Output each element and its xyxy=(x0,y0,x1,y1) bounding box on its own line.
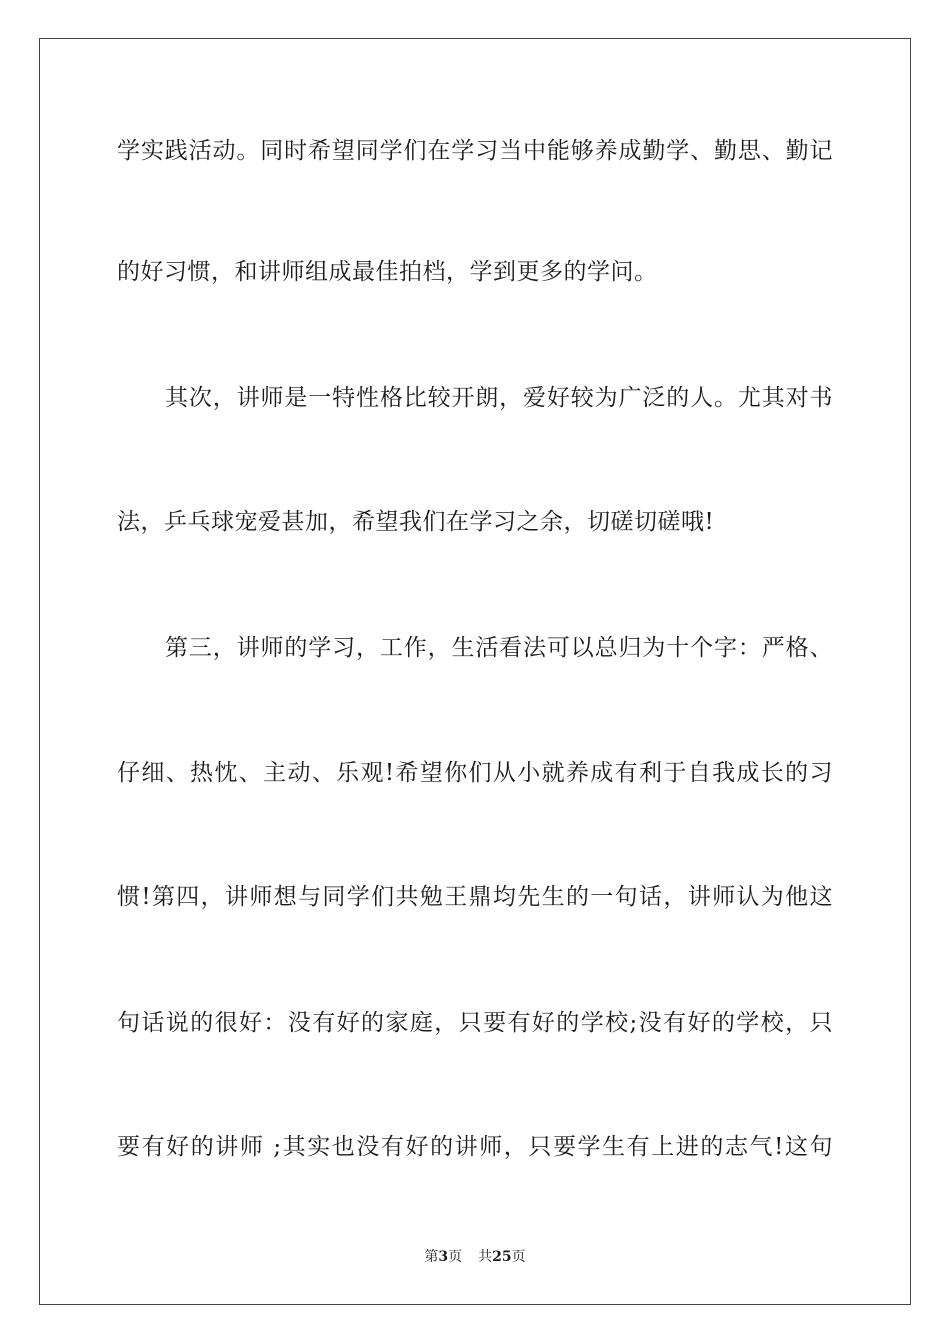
footer-page-prefix: 第 xyxy=(424,1249,439,1265)
text-line-2: 的好习惯，和讲师组成最佳拍档，学到更多的学问。 xyxy=(117,259,658,285)
footer-total-prefix: 共 xyxy=(478,1249,493,1265)
text-line-5: 第三，讲师的学习，工作，生活看法可以总归为十个字：严格、 xyxy=(165,635,833,661)
text-line-9: 要有好的讲师 ;其实也没有好的讲师，只要学生有上进的志气!这句 xyxy=(117,1134,833,1160)
footer-total-pages: 25 xyxy=(492,1249,512,1265)
text-line-7: 惯!第四，讲师想与同学们共勉王鼎均先生的一句话，讲师认为他这 xyxy=(117,884,833,910)
text-line-1: 学实践活动。同时希望同学们在学习当中能够养成勤学、勤思、勤记 xyxy=(117,138,833,164)
text-line-6: 仔细、热忱、主动、乐观!希望你们从小就养成有利于自我成长的习 xyxy=(117,760,833,786)
text-line-3: 其次，讲师是一特性格比较开朗，爱好较为广泛的人。尤其对书 xyxy=(165,385,833,411)
footer-total-suffix: 页 xyxy=(511,1249,526,1265)
footer-page-number: 3 xyxy=(438,1249,449,1265)
text-line-4: 法，乒乓球宠爱甚加，希望我们在学习之余，切磋切磋哦! xyxy=(117,509,715,535)
page-border xyxy=(39,38,911,1305)
text-line-8: 句话说的很好：没有好的家庭，只要有好的学校;没有好的学校，只 xyxy=(117,1010,833,1036)
page-footer xyxy=(0,1248,950,1266)
footer-page-suffix: 页 xyxy=(448,1249,463,1265)
